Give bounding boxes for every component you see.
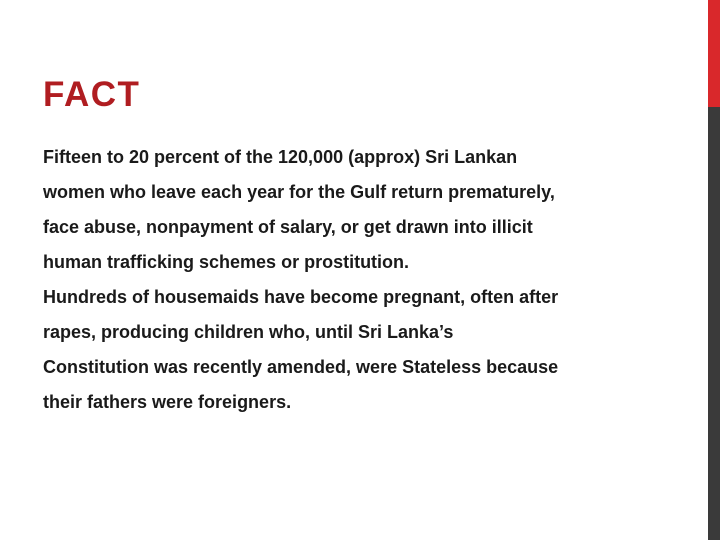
paragraph-housemaids-fact: Hundreds of housemaids have become pregnant, often after rapes, producing children who, until Sri Lanka’s Constitution was recently amended, were Stateless because their fathers were foreigners. [43,287,559,412]
slide-title: FACT [43,75,141,114]
paragraph-trafficking-fact: Fifteen to 20 percent of the 120,000 (approx) Sri Lankan women who leave each year for the Gulf return prematurely, face abuse, nonpayment of salary, or get drawn into illicit human trafficking schemes or prostitution. [43,147,555,272]
slide-body [43,140,563,420]
side-bar-accent [708,0,720,107]
